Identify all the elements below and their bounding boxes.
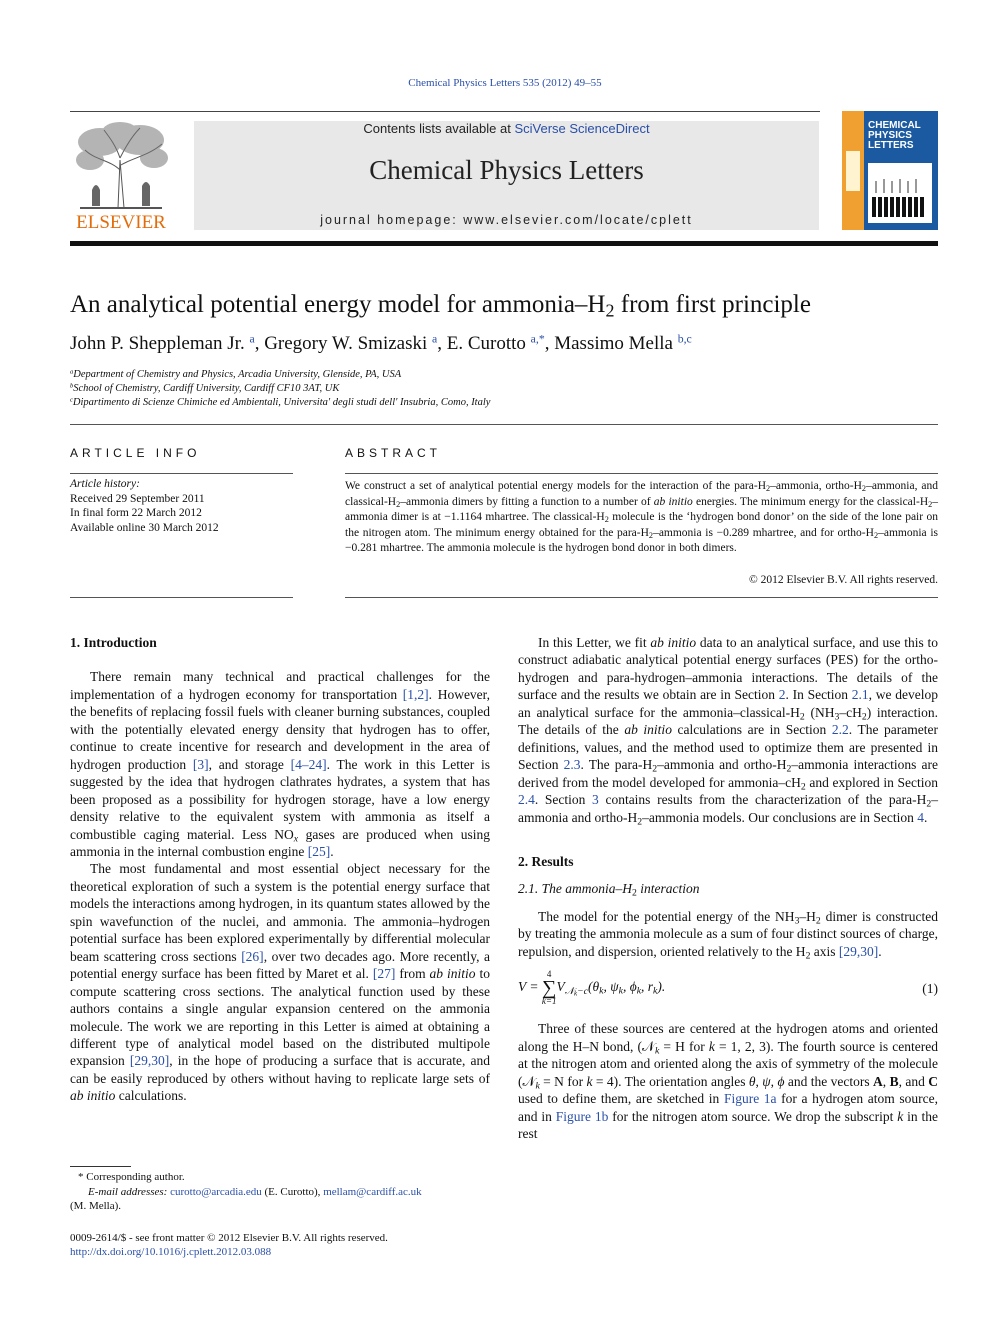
journal-cover-thumbnail [842,111,938,230]
email-owner: (M. Mella). [70,1200,122,1212]
divider [70,424,938,425]
title-text-post: from first principle [614,291,811,318]
article-info-heading: ARTICLE INFO [70,446,201,460]
abstract-body: We construct a set of analytical potential energy models for the interaction of the para-$H_2$–ammonia, ortho-$H_2$–ammonia, and classical-$H_2$–ammonia dimers by fitting a function to a number of ab initio energies. The minimum energy for the classical-$H_2$–ammonia dimer is at −1.1164 mhartree. The classical-$H_2$ molecule is the ‘hydrogen bond donor’ on the side of the lone pair on the nitrogen atom. The minimum energy obtained for the para-$H_2$–ammonia is −0.289 mhartree, and for ortho-$H_2$–ammonia is −0.281 mhartree. The ammonia molecule is the hydrogen bond donor in both dimers. [345,480,939,555]
affiliation-item [70,382,940,396]
contents-line [194,121,819,136]
email-footnote [70,1185,490,1200]
citation-link[interactable]: [29,30] [129,1053,170,1069]
history-final-form: In final form 22 March 2012 [70,507,202,519]
history-online: Available online 30 March 2012 [70,521,219,534]
citation-link[interactable]: [25] [307,843,331,859]
history-received: Received 29 September 2011 [70,492,205,505]
author-name[interactable]: Gregory W. Smizaski [264,333,428,354]
corresponding-author-note: * Corresponding author. [78,1171,185,1183]
section-link[interactable]: 2.1 [851,687,869,703]
sciencedirect-link[interactable]: SciVerse ScienceDirect [514,121,650,136]
elsevier-wordmark: ELSEVIER [76,212,166,233]
section-link[interactable]: 3 [592,792,599,808]
body-paragraph: There remain many technical and practical challenges for the implementation of a hydrogen economy for transportation [1,2]. However, the benefits of replacing fossil fuels with cleaner burning substances, coupled with the potentially elevated energy density that hydrogen has to offer, continue to create incentive for research and development in the area of hydrogen production [3], and storage [4–24]. The work in this Letter is suggested by the idea that hydrogen clathrates hydrates, a system that has been proposed as a possibility for hydrogen storage, have a low energy density relative to the equivalent system with ammonia as itself a combustible caging material. Less $NO_x$ gases are produced when using ammonia in the internal combustion engine [25]. [70,669,491,859]
section-link[interactable]: 2.2 [831,722,849,738]
author-affil-marker[interactable]: b,c [677,332,692,346]
affiliation-item [70,396,940,410]
figure-link[interactable]: Figure 1b [555,1108,609,1124]
contents-prefix: Contents lists available at [363,121,515,136]
author-name[interactable]: John P. Sheppleman Jr. [70,333,245,354]
history-label: Article history: [70,478,140,490]
body-paragraph: The most fundamental and most essential object necessary for the theoretical exploration of such a system is the potential energy surface that models the interactions among hydrogen, in its quantum states allowed by the spin wavefunction of the nuclei, and ammonia. The ammonia–hydrogen potential surface has been explored experimentally by differential molecular beam scattering cross sections [26], over two decades ago. More recently, a potential energy surface has been fitted by Maret et al. [27] from ab initio to compute scattering cross sections. The analytical function used by these authors contains a single angular expansion centered on the ammonia molecule. The work we are reporting in this Letter is aimed at obtaining a different type of analytical model based on the distributed multipole expansion [29,30], in the hope of producing a surface that is accurate, and can be easily reproduced by others without having to replicate large sets of ab initio calculations. [70,861,491,1104]
email-link[interactable]: mellam@cardiff.ac.uk [323,1185,422,1198]
author-name[interactable]: E. Curotto [446,333,526,354]
cover-title: CHEMICAL PHYSICS LETTERS [868,120,921,151]
figure-link[interactable]: Figure 1a [723,1091,777,1107]
citation-link[interactable]: [26] [241,948,264,964]
body-paragraph: The model for the potential energy of the $NH_3-H_2$ dimer is constructed by treating the ammonia molecule as a sum of four distinct sources of charge, repulsion, and dispersion, oriented relatively to the $H_2$ axis [29,30]. [518,908,938,962]
subsection-heading-pre: 2.1. The ammonia–H [518,881,632,897]
affiliation-text: Dipartimento di Scienze Chimiche ed Ambientali, Universita' degli studi dell' Insubria, Como, Italy [72,397,491,408]
author-separator: , [254,333,265,354]
author-separator: , [544,333,555,354]
journal-title: Chemical Physics Letters [369,155,644,185]
footnotes [70,1170,490,1214]
cover-art-icon [868,163,932,223]
body-column-right [518,634,938,1142]
header-top-rule [70,111,820,112]
divider [345,473,938,474]
equation-1 [518,968,938,1008]
body-paragraph: Three of these sources are centered at the hydrogen atoms and oriented along the H–N bond, (𝒩$_k$ = H for k = 1, 2, 3). The fourth source is centered at the nitrogen atom and oriented along the axis of symmetry of the molecule (𝒩$_k$ = N for k = 4). The orientation angles θ, ψ, ϕ and the vectors A, B, and C used to define them, are sketched in Figure 1a for a hydrogen atom source, and in Figure 1b for the nitrogen atom source. We drop the subscript k in the rest [518,1021,939,1141]
citation-link[interactable]: [1,2] [402,686,429,702]
footnote-rule [70,1166,131,1167]
article-history [70,477,293,535]
section-heading-introduction: 1. Introduction [70,635,157,650]
email-owner: (E. Curotto), [264,1185,321,1198]
section-link[interactable]: 2 [778,687,786,703]
body-paragraph: In this Letter, we fit ab initio data to an analytical surface, and use this to construct adiabatic analytical potential energy surfaces (PES) for the ortho-hydrogen and para-hydrogen–ammonia interactions. The details of the surface and the results we obtain are in Section 2. In Section 2.1, we develop an analytical surface for the ammonia–$classical-H_2$ $(NH_3-cH_2)$ interaction. The details of the ab initio calculations are in Section 2.2. The parameter definitions, values, and the method used to optimize them are presented in Section 2.3. The para-$H_2$–ammonia and ortho-$H_2$–ammonia interactions are derived from the model developed for ammonia–$cH_2$ and explored in Section 2.4. Section 3 contains results from the characterization of the para-$H_2$–ammonia and ortho-$H_2$–ammonia models. Our conclusions are in Section 4. [518,635,939,827]
citation-link[interactable]: [3] [192,756,209,772]
title-subscript: 2 [605,300,615,321]
author-affil-marker[interactable]: a,* [530,332,545,346]
subsection-heading-2-1: 2.1. The ammonia–$H_2$ interaction [518,881,700,899]
citation-link[interactable]: [29,30] [838,943,879,959]
journal-reference[interactable]: Chemical Physics Letters 535 (2012) 49–55 [408,77,602,89]
email-link[interactable]: curotto@arcadia.edu [170,1185,262,1198]
header-thick-rule [70,241,938,246]
affiliation-item [70,368,940,382]
affiliation-text: School of Chemistry, Cardiff University, Cardiff CF10 3AT, UK [73,383,340,394]
divider [70,597,293,598]
email-label: E-mail addresses: [88,1185,168,1198]
abstract-copyright: © 2012 Elsevier B.V. All rights reserved. [749,574,938,586]
cover-color-strip-inner [846,151,860,191]
cover-image-panel [868,163,932,223]
article-title [70,291,940,319]
citation-link[interactable]: [4–24] [290,756,327,772]
journal-homepage[interactable]: journal homepage: www.elsevier.com/locate/cplett [320,213,693,227]
subsection-heading-post: interaction [636,881,700,897]
author-affil-marker[interactable]: a [249,332,255,346]
affiliation-text: Department of Chemistry and Physics, Arcadia University, Glenside, PA, USA [73,369,402,380]
issn-line: 0009-2614/$ - see front matter © 2012 Elsevier B.V. All rights reserved. [70,1232,388,1244]
section-link[interactable]: 4 [917,809,925,825]
issn-block [70,1231,490,1259]
citation-link[interactable]: [27] [372,966,396,982]
abstract-heading: ABSTRACT [345,446,442,460]
affiliations [70,368,940,410]
affiliation-key: b [70,382,74,390]
tree-icon [70,120,172,212]
section-heading-results: 2. Results [518,853,574,869]
affiliation-key: a [70,368,74,376]
title-text-pre: An analytical potential energy model for ammonia–H [70,291,606,318]
body-column-left [70,634,490,1105]
section-link[interactable]: 2.3 [563,757,581,773]
affiliation-key: c [70,396,73,404]
author-affil-marker[interactable]: a [432,332,438,346]
author-separator: , [437,333,447,354]
equation-number: (1) [922,980,938,996]
divider [70,473,293,474]
author-name[interactable]: Massimo Mella [554,333,673,354]
author-list [70,333,940,355]
doi-link[interactable]: http://dx.doi.org/10.1016/j.cplett.2012.03.088 [70,1246,272,1258]
divider [345,597,938,598]
section-link[interactable]: 2.4 [518,792,535,808]
equation-body: V = 4 ∑ k=1 $V_{𝒩_k-c}(\theta_k$, $\psi_k$, $\phi_k$, $r_k$). [518,969,666,1007]
